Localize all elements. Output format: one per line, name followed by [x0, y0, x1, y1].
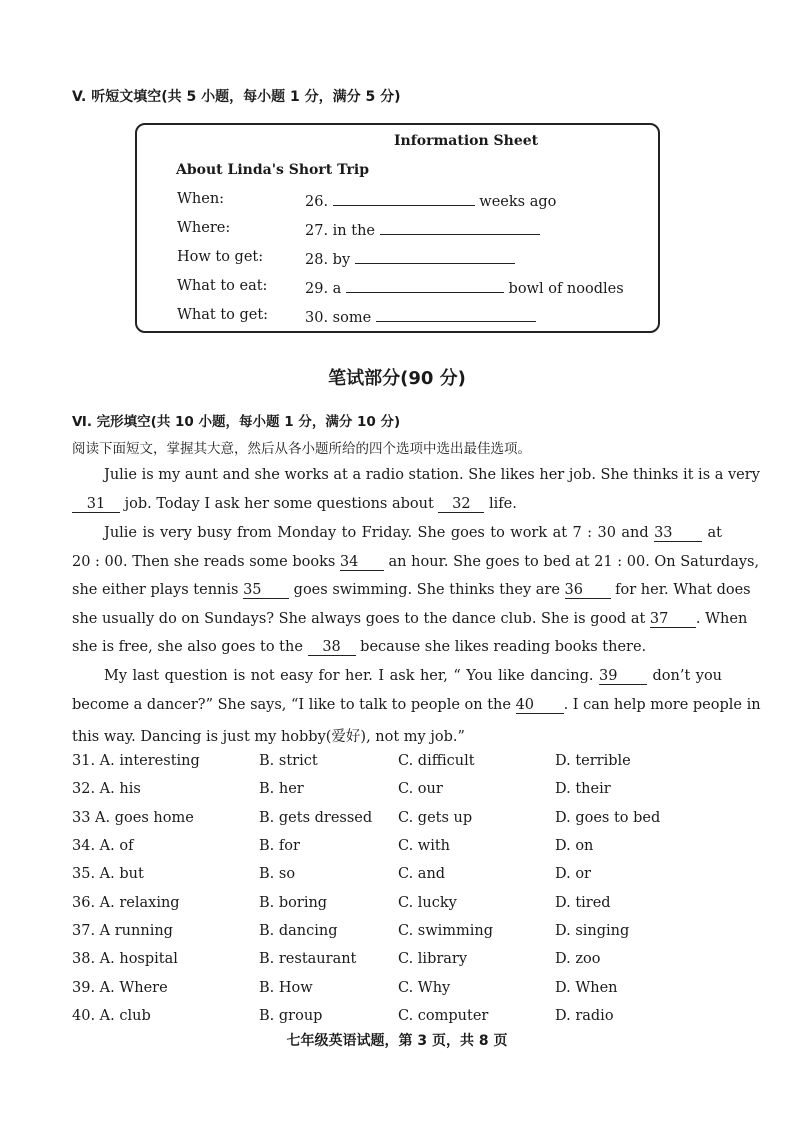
option-c[interactable]: C. computer: [398, 1008, 489, 1024]
row-answer-26: [305, 191, 556, 210]
passage-text: job. Today I ask her some questions about: [124, 496, 434, 512]
cloze-blank-34[interactable]: 34: [340, 555, 384, 571]
answer-blank[interactable]: [346, 278, 504, 293]
answer-prefix: a: [332, 281, 342, 297]
row-answer-29: [305, 278, 624, 297]
option-b[interactable]: B. restaurant: [259, 951, 357, 967]
option-c[interactable]: C. with: [398, 838, 451, 854]
option-d[interactable]: D. goes to bed: [555, 810, 661, 826]
section-6-instruction: 阅读下面短文，掌握其大意，然后从各小题所给的四个选项中选出最佳选项。: [72, 441, 531, 457]
option-b[interactable]: B. group: [259, 1008, 323, 1024]
passage-text: 20 : 00. Then she reads some books: [72, 554, 336, 570]
option-d[interactable]: D. When: [555, 980, 618, 996]
option-d[interactable]: D. their: [555, 781, 611, 797]
option-c[interactable]: C. difficult: [398, 753, 475, 769]
question-number: 27.: [305, 223, 329, 239]
row-label-where: Where:: [177, 220, 231, 236]
cloze-blank-33[interactable]: 33: [654, 526, 702, 542]
option-c[interactable]: C. lucky: [398, 895, 457, 911]
passage-text: . I can help more people in: [563, 697, 761, 713]
option-b[interactable]: B. dancing: [259, 923, 338, 939]
option-b[interactable]: B. How: [259, 980, 313, 996]
passage-text: she usually do on Sundays? She always goes to the dance club. She is good at: [72, 611, 646, 627]
option-b[interactable]: B. strict: [259, 753, 318, 769]
row-label-how: How to get:: [177, 249, 264, 265]
option-a[interactable]: 32. A. his: [72, 781, 141, 797]
option-a[interactable]: 39. A. Where: [72, 980, 168, 996]
passage-line: [104, 525, 722, 542]
cloze-blank-32[interactable]: 32: [438, 497, 484, 513]
option-c[interactable]: C. gets up: [398, 810, 473, 826]
page-footer: 七年级英语试题，第 3 页，共 8 页: [286, 1033, 508, 1049]
passage-line: Julie is my aunt and she works at a radio station. She likes her job. She thinks it is a very: [104, 467, 760, 483]
passage-line: [72, 639, 722, 656]
passage-text: an hour. She goes to bed at 21 : 00. On Saturdays,: [388, 554, 760, 570]
passage-line: [72, 611, 748, 628]
information-sheet-title: Information Sheet: [394, 133, 539, 149]
passage-text: she either plays tennis: [72, 582, 239, 598]
answer-suffix: weeks ago: [479, 194, 557, 210]
written-part-title: 笔试部分(90 分): [328, 368, 466, 389]
cloze-blank-38[interactable]: 38: [308, 640, 356, 656]
passage-text: My last question is not easy for her. I ask her, “ You like dancing.: [104, 668, 594, 684]
section-5-heading: V. 听短文填空(共 5 小题，每小题 1 分，满分 5 分): [72, 89, 401, 105]
cloze-blank-35[interactable]: 35: [243, 583, 289, 599]
row-answer-30: [305, 307, 536, 326]
option-a[interactable]: 34. A. of: [72, 838, 134, 854]
option-a[interactable]: 36. A. relaxing: [72, 895, 180, 911]
option-c[interactable]: C. our: [398, 781, 443, 797]
answer-blank[interactable]: [380, 220, 540, 235]
cloze-blank-37[interactable]: 37: [650, 612, 696, 628]
passage-line: [72, 697, 761, 714]
information-sheet-subtitle: About Linda's Short Trip: [176, 162, 369, 178]
cloze-blank-39[interactable]: 39: [599, 669, 647, 685]
option-d[interactable]: D. or: [555, 866, 591, 882]
option-b[interactable]: B. her: [259, 781, 304, 797]
option-c[interactable]: C. Why: [398, 980, 451, 996]
passage-text: Julie is very busy from Monday to Friday. She goes to work at 7 : 30 and: [104, 525, 649, 541]
row-label-when: When:: [177, 191, 225, 207]
passage-text: don’t you: [652, 668, 723, 684]
option-b[interactable]: B. for: [259, 838, 300, 854]
answer-prefix: by: [332, 252, 351, 268]
cloze-blank-40[interactable]: 40: [516, 698, 564, 714]
passage-line: [72, 554, 760, 571]
cloze-blank-31[interactable]: 31: [72, 497, 120, 513]
answer-blank[interactable]: [333, 191, 475, 206]
option-c[interactable]: C. and: [398, 866, 446, 882]
question-number: 30.: [305, 310, 329, 326]
passage-text: for her. What does: [615, 582, 751, 598]
option-d[interactable]: D. zoo: [555, 951, 601, 967]
passage-text: at: [707, 525, 722, 541]
option-d[interactable]: D. tired: [555, 895, 611, 911]
passage-text: become a dancer?” She says, “I like to talk to people on the: [72, 697, 511, 713]
option-d[interactable]: D. singing: [555, 923, 630, 939]
question-number: 26.: [305, 194, 329, 210]
passage-line: this way. Dancing is just my hobby(爱好), not my job.”: [72, 729, 465, 745]
answer-suffix: bowl of noodles: [508, 281, 624, 297]
cloze-blank-36[interactable]: 36: [565, 583, 611, 599]
section-6-heading: Ⅵ. 完形填空(共 10 小题，每小题 1 分，满分 10 分): [72, 414, 401, 430]
row-label-eat: What to eat:: [177, 278, 268, 294]
passage-line: [72, 582, 751, 599]
passage-line: [104, 668, 722, 685]
answer-prefix: some: [332, 310, 372, 326]
passage-text: . When: [695, 611, 748, 627]
passage-text: life.: [489, 496, 517, 512]
answer-blank[interactable]: [355, 249, 515, 264]
option-d[interactable]: D. terrible: [555, 753, 631, 769]
option-b[interactable]: B. so: [259, 866, 296, 882]
option-b[interactable]: B. gets dressed: [259, 810, 373, 826]
option-a[interactable]: 31. A. interesting: [72, 753, 200, 769]
option-d[interactable]: D. radio: [555, 1008, 614, 1024]
option-a[interactable]: 37. A running: [72, 923, 173, 939]
question-number: 29.: [305, 281, 329, 297]
option-d[interactable]: D. on: [555, 838, 594, 854]
option-a[interactable]: 38. A. hospital: [72, 951, 178, 967]
option-b[interactable]: B. boring: [259, 895, 328, 911]
option-c[interactable]: C. library: [398, 951, 468, 967]
option-a[interactable]: 40. A. club: [72, 1008, 151, 1024]
passage-text: goes swimming. She thinks they are: [293, 582, 560, 598]
option-a[interactable]: 33 A. goes home: [72, 810, 194, 826]
row-label-get: What to get:: [177, 307, 269, 323]
answer-prefix: in the: [332, 223, 376, 239]
answer-blank[interactable]: [376, 307, 536, 322]
question-number: 28.: [305, 252, 329, 268]
option-a[interactable]: 35. A. but: [72, 866, 144, 882]
row-answer-27: [305, 220, 540, 239]
passage-text: she is free, she also goes to the: [72, 639, 303, 655]
row-answer-28: [305, 249, 515, 268]
passage-line: [72, 496, 722, 513]
passage-text: because she likes reading books there.: [360, 639, 647, 655]
option-c[interactable]: C. swimming: [398, 923, 494, 939]
